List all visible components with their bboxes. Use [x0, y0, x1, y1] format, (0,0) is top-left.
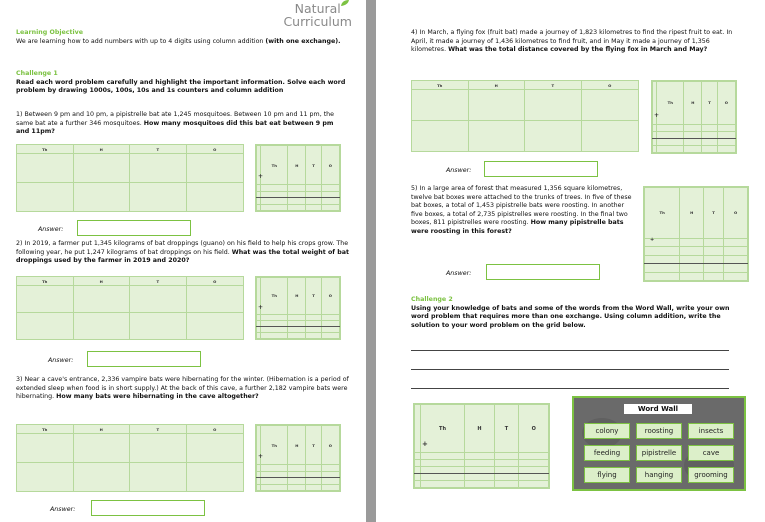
problem-2: 2) In 2019, a farmer put 1,345 kilograms of bat droppings (guano) on his field to help his crops grow. The following year, he put 1,247 kilograms of bat droppings on his field. What was the total weight of bat droppings used by the farmer in 2019 and 2020?	[16, 240, 350, 265]
answer-label-2: Answer:	[48, 357, 74, 364]
column-addition-2[interactable]: Th H T O	[255, 276, 341, 340]
word-colony: colony	[584, 423, 630, 439]
problem-1: 1) Between 9 pm and 10 pm, a pipistrelle bat ate 1,245 mosquitoes. Between 10 pm and 11 pm, the same bat ate a further 346 mosquitoes. How many mosquitoes did this bat eat between 9 pm and 11pm?	[16, 111, 335, 136]
challenge-2-heading: Challenge 2	[411, 296, 453, 303]
word-wall	[572, 396, 746, 491]
answer-label-4: Answer:	[446, 167, 472, 174]
column-addition-4[interactable]: Th H T O	[651, 80, 737, 154]
word-insects: insects	[688, 423, 734, 439]
writing-line-3[interactable]	[411, 388, 729, 389]
writing-line-1[interactable]	[411, 350, 729, 351]
learning-objective	[16, 29, 356, 46]
challenge-2	[411, 296, 741, 330]
natural-curriculum-logo	[283, 2, 352, 28]
answer-label-1: Answer:	[38, 226, 64, 233]
logo-line-1: Natural	[294, 1, 341, 16]
word-wall-title: Word Wall	[624, 404, 692, 414]
answer-box-4[interactable]	[484, 161, 598, 177]
learning-objective-text: We are learning how to add numbers with up to 4 digits using column addition (with one exchange).	[16, 37, 341, 45]
learning-objective-heading: Learning Objective	[16, 29, 84, 36]
counters-grid-3[interactable]: Th H T O	[16, 424, 244, 492]
worksheet-page-1	[0, 0, 366, 522]
leaf-icon	[340, 0, 350, 7]
answer-label-5: Answer:	[446, 270, 472, 277]
plus-sign-challenge-2: +	[422, 440, 428, 448]
word-flying: flying	[584, 467, 630, 483]
answer-box-5[interactable]	[486, 264, 600, 280]
counters-grid-4[interactable]: Th H T O	[411, 80, 639, 152]
plus-sign-1: +	[258, 173, 264, 180]
plus-sign-3: +	[258, 453, 264, 460]
answer-box-3[interactable]	[91, 500, 205, 516]
column-addition-3[interactable]: Th H T O	[255, 424, 341, 492]
answer-box-2[interactable]	[87, 351, 201, 367]
word-hanging: hanging	[636, 467, 682, 483]
challenge-1-instruction: Read each word problem carefully and highlight the important information. Solve each word problem by drawing 1000s, 100s, 10s and 1s counters and column addition	[16, 78, 346, 95]
word-roosting: roosting	[636, 423, 682, 439]
plus-sign-4: +	[654, 112, 660, 119]
challenge-1	[16, 70, 346, 96]
word-feeding: feeding	[584, 445, 630, 461]
answer-label-3: Answer:	[50, 506, 76, 513]
word-grooming: grooming	[688, 467, 734, 483]
worksheet-page-2	[376, 0, 765, 522]
plus-sign-5: +	[650, 237, 655, 243]
counters-grid-2[interactable]: Th H T O	[16, 276, 244, 340]
writing-line-2[interactable]	[411, 369, 729, 370]
column-addition-1[interactable]: Th H T O	[255, 144, 341, 212]
column-addition-challenge-2[interactable]: Th H T O	[413, 403, 550, 489]
challenge-2-instruction: Using your knowledge of bats and some of the words from the Word Wall, write your own word problem that requires more than one exchange. Using column addition, write the solution to your word problem on the grid below.	[411, 304, 730, 329]
problem-5: 5) In a large area of forest that measured 1,356 square kilometres, twelve bat boxes were attached to the trunks of trees. In five of these bat boxes, a total of 1,453 pipistrelle bats were roosting. In another five boxes, a total of 2,735 pipistrelles were roosting. In the final two boxes, 811 pipistrelles were roosting. How many pipistrelle bats were roosting in this forest?	[411, 185, 632, 235]
word-pipistrelle: pipistrelle	[636, 445, 682, 461]
counters-grid-1[interactable]: Th H T O	[16, 144, 244, 212]
problem-3: 3) Near a cave's entrance, 2,336 vampire bats were hibernating for the winter. (Hibernation is a period of extended sleep when food is in short supply.) At the back of this cave, a further 2,182 vampire bats were hibernating. How many bats were hibernating in the cave altogether?	[16, 376, 349, 401]
challenge-1-heading: Challenge 1	[16, 70, 58, 77]
logo-line-2: Curriculum	[283, 14, 352, 29]
answer-box-1[interactable]	[77, 220, 191, 236]
column-addition-5[interactable]: Th H T O	[643, 186, 749, 282]
plus-sign-2: +	[258, 304, 264, 311]
problem-4: 4) In March, a flying fox (fruit bat) made a journey of 1,823 kilometres to find the ripest fruit to eat. In April, it made a journey of 1,436 kilometres to find fruit, and in May it made a journey of 1,356 kilometres. What was the total distance covered by the flying fox in March and May?	[411, 29, 733, 54]
word-cave: cave	[688, 445, 734, 461]
